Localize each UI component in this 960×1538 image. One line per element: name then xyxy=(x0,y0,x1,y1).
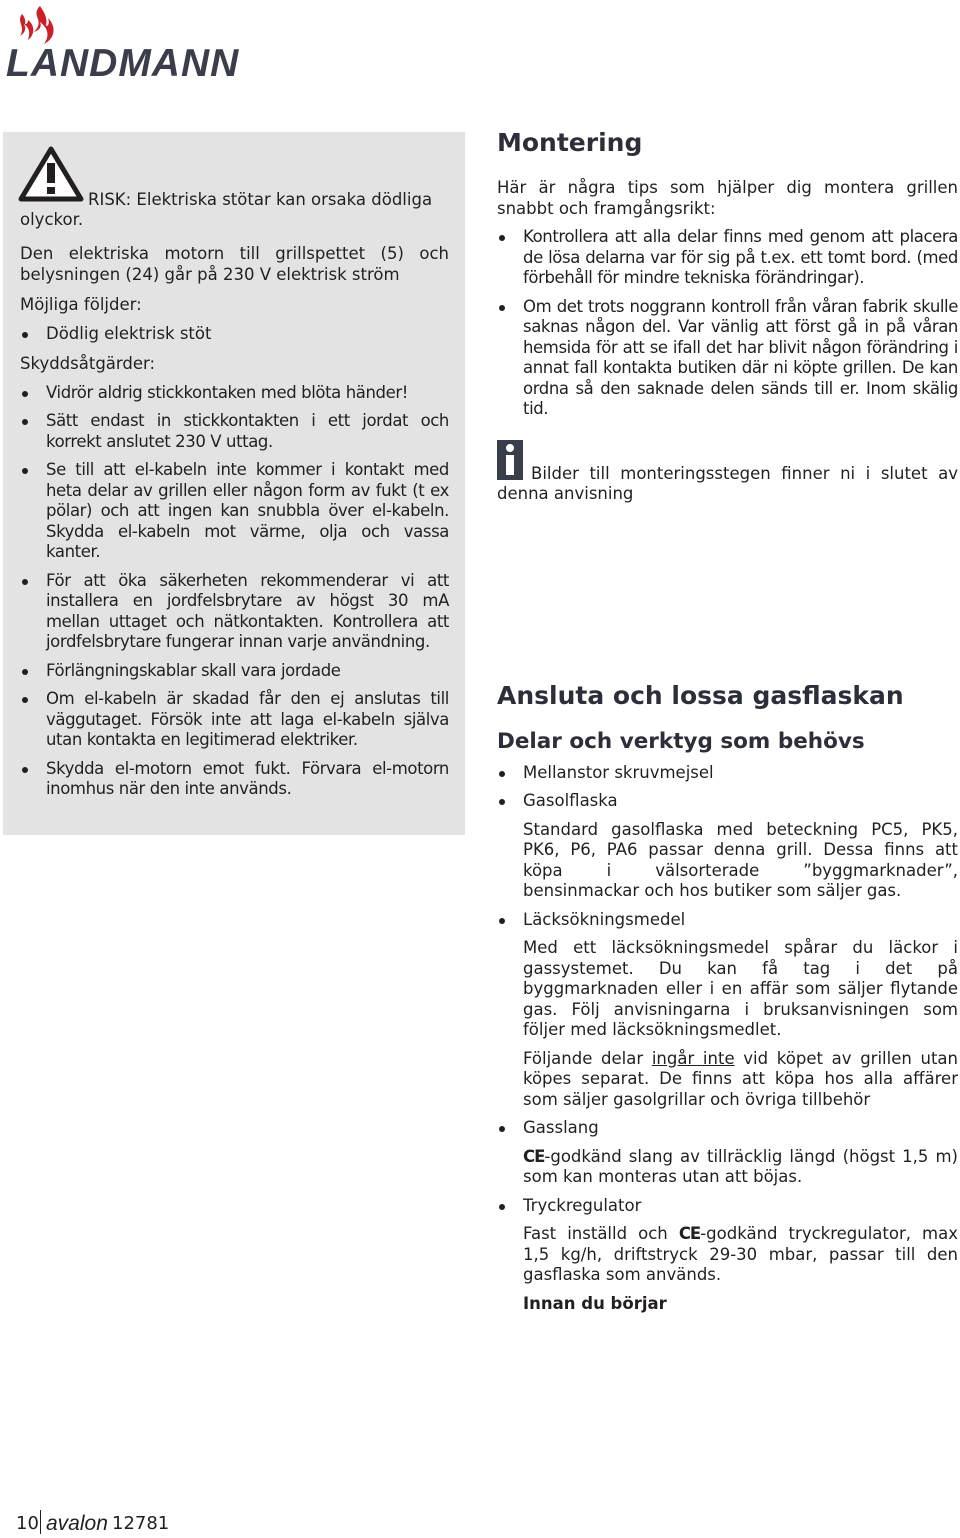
list-item: Se till att el-kabeln inte kommer i kontakt med heta delar av grillen eller någon form av fukt (t ex pölar) och att ingen kan snubbla över el-kabeln. Skydda el-kabeln mot värme, olja och vassa kanter. xyxy=(20,460,449,563)
list-item: Förlängningskablar skall vara jordade xyxy=(20,661,449,682)
logo-wordmark: LANDMANN xyxy=(6,42,240,85)
desc-text: -godkänd slang av tillräcklig längd (högst 1,5 m) som kan monteras utan att böjas. xyxy=(523,1146,958,1186)
gas-list-3 xyxy=(497,1118,958,1139)
right-column xyxy=(497,128,958,1314)
gas-title: Ansluta och lossa gasflaskan xyxy=(497,680,904,710)
footer-brand: avalon xyxy=(46,1512,108,1535)
gas-subtitle: Delar och verktyg som behövs xyxy=(497,728,865,754)
note-text: vid köpet av grillen utan köpes separat. De finns att köpa hos alla affärer som säljer gasolgrillar och övriga tillbehör xyxy=(523,1048,958,1109)
montering-list xyxy=(497,227,958,420)
footer-divider xyxy=(40,1510,41,1534)
ce-mark: CE xyxy=(523,1146,545,1166)
ce-mark: CE xyxy=(678,1224,701,1243)
montering-intro: Här är några tips som hjälper dig montera grillen snabbt och framgångsrikt: xyxy=(497,178,958,218)
list-item: Läcksökningsmedel xyxy=(497,910,958,931)
desc-text: Fast inställd och xyxy=(523,1224,679,1243)
list-item: Skydda el-motorn emot fukt. Förvara el-motorn inomhus när den inte används. xyxy=(20,759,449,800)
gas-item2-desc: Standard gasolflaska med beteckning PC5, PK5, PK6, P6, PA6 passar denna grill. Dessa finns att köpa i välsorterade ”byggmarknader”, bensinmackar och hos butiker som säljer gas. xyxy=(523,819,958,900)
gas-list-4 xyxy=(497,1196,958,1217)
note-underlined: ingår inte xyxy=(651,1048,735,1068)
warning-box xyxy=(3,132,465,835)
list-item: Om det trots noggrann kontroll från våran fabrik skulle saknas någon del. Var vänlig att först gå in på våran hemsida för att se ifall det har blivit någon förändring i annat fall kontakta butiken där ni köpte grillen. De kan ordna så den saknade delen sänds till er. Inom skälig tid. xyxy=(497,297,958,420)
list-item: Tryckregulator xyxy=(497,1196,958,1217)
desc-text: -godkänd tryckregulator, max 1,5 kg/h, driftstryck 29-30 mbar, passar till den gasflaska som används. xyxy=(523,1224,959,1284)
list-item: Kontrollera att alla delar finns med genom att placera de lösa delarna var för sig på t.ex. ett tomt bord. (med förbehåll för mindre tekniska förändringar). xyxy=(497,227,958,289)
warning-intro: Den elektriska motorn till grillspettet (5) och belysningen (24) går på 230 V elektrisk ström xyxy=(20,244,449,284)
before-start: Innan du börjar xyxy=(523,1293,667,1313)
note-text: Följande delar xyxy=(523,1048,652,1068)
list-item: För att öka säkerheten rekommenderar vi att installera en jordfelsbrytare av högst 30 mA mellan uttaget och nätkontakten. Kontrollera att jordfelsbrytare fungerar innan varje användning. xyxy=(20,571,449,653)
gas-item4-desc xyxy=(523,1147,958,1188)
list-item: Mellanstor skruvmejsel xyxy=(497,763,958,784)
gas-item3-desc: Med ett läcksökningsmedel spårar du läckor i gassystemet. Du kan få tag i det på byggmarknaden eller i en affär som säljer flytande gas. Följ anvisningarna i bruksanvisningen som följer med läcksökningsmedlet. xyxy=(523,938,958,1039)
consequences-label: Möjliga följder: xyxy=(20,295,142,314)
gas-note xyxy=(523,1049,958,1111)
info-note xyxy=(497,440,958,505)
montering-title: Montering xyxy=(497,128,643,157)
info-text: Bilder till monteringsstegen finner ni i slutet av denna anvisning xyxy=(497,463,958,503)
gas-list-2 xyxy=(497,910,958,931)
list-item: Om el-kabeln är skadad får den ej anslutas till väggutaget. Försök inte att laga el-kabeln själva utan kontakta en legitimerad elektriker. xyxy=(20,689,449,751)
consequences-list xyxy=(20,324,449,345)
measures-list xyxy=(20,383,449,800)
list-item: Gasolflaska xyxy=(497,791,958,812)
list-item: Dödlig elektrisk stöt xyxy=(20,324,449,345)
measures-label: Skyddsåtgärder: xyxy=(20,354,156,373)
list-item: Gasslang xyxy=(497,1118,958,1139)
warning-heading xyxy=(20,146,449,228)
landmann-logo xyxy=(4,4,264,85)
gas-list xyxy=(497,763,958,812)
info-icon xyxy=(497,440,523,480)
warning-title: RISK: Elektriska stötar kan orsaka dödliga xyxy=(88,190,433,209)
warning-title-cont: olyckor. xyxy=(20,210,84,229)
list-item: Vidrör aldrig stickkontaken med blöta händer! xyxy=(20,383,449,404)
gas-item5-desc xyxy=(523,1224,958,1286)
footer-model: 12781 xyxy=(112,1513,170,1534)
page-number: 10 xyxy=(16,1513,39,1534)
list-item: Sätt endast in stickkontakten i ett jordat och korrekt anslutet 230 V uttag. xyxy=(20,411,449,452)
warning-triangle-icon xyxy=(18,146,84,202)
